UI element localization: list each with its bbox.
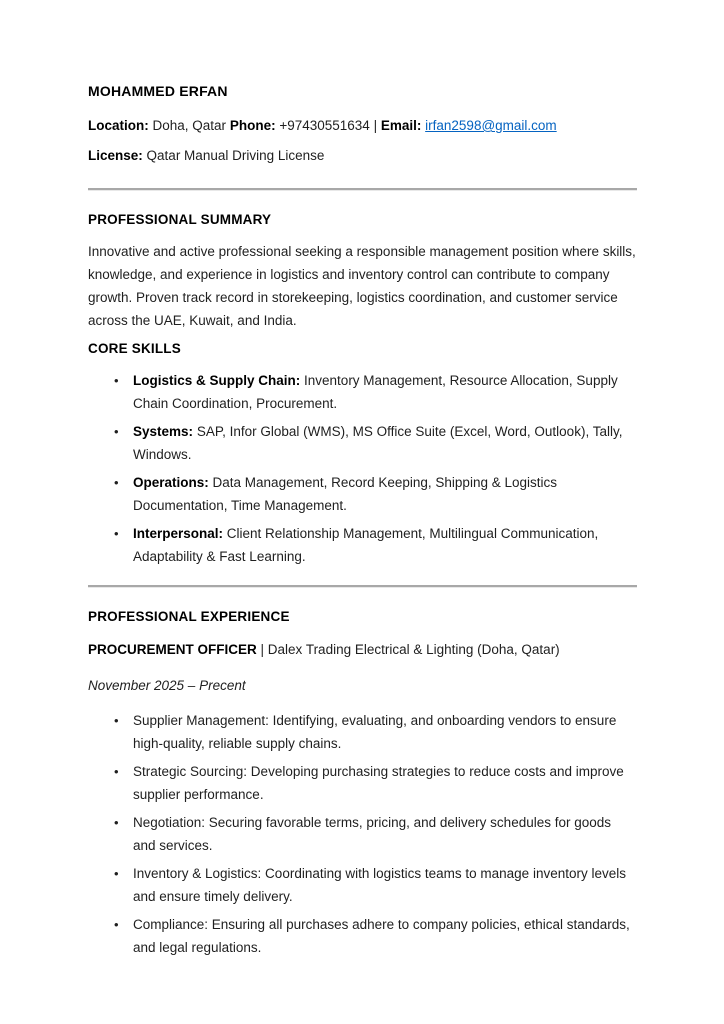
license-value: Qatar Manual Driving License [146, 148, 325, 163]
experience-bullet-text: Negotiation: Securing favorable terms, pricing, and delivery schedules for goods and services. [133, 815, 612, 853]
list-item [88, 913, 637, 959]
list-item [88, 709, 637, 755]
section-divider [88, 188, 637, 191]
contact-line [88, 114, 637, 137]
license-label: License: [88, 148, 143, 163]
company-name: Dalex Trading Electrical & Lighting (Doha, Qatar) [267, 642, 560, 657]
experience-bullet-text: Strategic Sourcing: Developing purchasing strategies to reduce costs and improve supplier performance. [133, 764, 624, 802]
summary-heading: PROFESSIONAL SUMMARY [88, 212, 272, 227]
list-item [88, 471, 637, 517]
list-item [88, 369, 637, 415]
email-label: Email: [380, 118, 422, 133]
phone-value: +97430551634 [279, 118, 370, 133]
phone-label: Phone: [229, 118, 276, 133]
list-item [88, 420, 637, 466]
skill-category-label: Logistics & Supply Chain: [133, 373, 301, 388]
skill-text: SAP, Infor Global (WMS), MS Office Suite (Excel, Word, Outlook), Tally, Windows. [133, 424, 623, 462]
location-value: Doha, Qatar [152, 118, 227, 133]
email-link[interactable]: irfan2598@gmail.com [425, 118, 557, 133]
skill-category-label: Systems: [133, 424, 194, 439]
experience-bullet-text: Supplier Management: Identifying, evaluating, and onboarding vendors to ensure high-quality, reliable supply chains. [133, 713, 617, 751]
job-title: PROCUREMENT OFFICER [88, 642, 257, 657]
list-item [88, 862, 637, 908]
candidate-name: MOHAMMED ERFAN [88, 83, 228, 99]
location-label: Location: [88, 118, 149, 133]
section-divider [88, 585, 637, 588]
skill-text: Client Relationship Management, Multilingual Communication, Adaptability & Fast Learning. [133, 526, 599, 564]
skill-text: Data Management, Record Keeping, Shipping & Logistics Documentation, Time Management. [133, 475, 557, 513]
list-item [88, 811, 637, 857]
experience-bullet-text: Compliance: Ensuring all purchases adhere to company policies, ethical standards, and legal regulations. [133, 917, 630, 955]
skill-category-label: Interpersonal: [133, 526, 224, 541]
contact-separator: | [373, 118, 378, 133]
job-dates: November 2025 – Precent [88, 678, 246, 693]
experience-heading: PROFESSIONAL EXPERIENCE [88, 609, 290, 624]
experience-bullet-text: Inventory & Logistics: Coordinating with logistics teams to manage inventory levels and ensure timely delivery. [133, 866, 626, 904]
license-line [88, 144, 637, 167]
list-item [88, 760, 637, 806]
experience-bullets-list [88, 709, 637, 959]
summary-paragraph: Innovative and active professional seeking a responsible management position where skills, knowledge, and experience in logistics and inventory control can contribute to company growth. Proven track record in storekeeping, logistics coordination, and customer service across the UAE, Kuwait, and India. [88, 244, 636, 328]
skill-text: Inventory Management, Resource Allocation, Supply Chain Coordination, Procurement. [133, 373, 618, 411]
list-item [88, 522, 637, 568]
core-skills-heading: CORE SKILLS [88, 341, 181, 356]
skill-category-label: Operations: [133, 475, 209, 490]
job-separator: | [260, 642, 265, 657]
core-skills-list [88, 369, 637, 568]
job-title-line [88, 638, 637, 661]
